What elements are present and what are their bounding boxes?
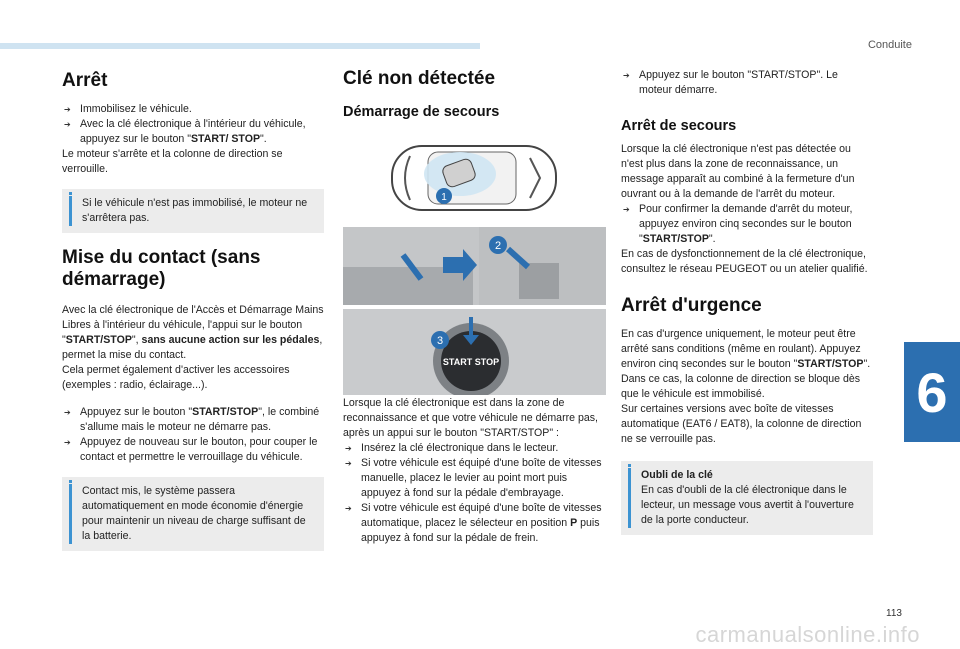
list-item: ➔ Si votre véhicule est équipé d'une boîte de vitesses automatique, placez le sélecteur en position P puis appuyez à fond sur la pédale de frein. <box>343 501 605 546</box>
heading-arret-urgence: Arrêt d'urgence <box>621 295 762 316</box>
list-item: ➔ Appuyez sur le bouton "START/STOP", le combiné s'allume mais le moteur ne démarre pas. <box>62 405 324 435</box>
list-item: ➔ Immobilisez le véhicule. <box>62 102 324 117</box>
column-left <box>62 70 324 551</box>
info-icon <box>628 468 631 528</box>
paragraph: Lorsque la clé électronique est dans la zone de reconnaissance et que votre véhicule ne démarre pas, après un appui sur le bouton "START/STOP" : <box>343 397 598 439</box>
heading-arret: Arrêt <box>62 70 108 91</box>
page-number: 113 <box>886 608 902 619</box>
figure-label: 1 <box>441 192 447 203</box>
paragraph: En cas de dysfonctionnement de la clé électronique, consultez le réseau PEUGEOT ou un atelier qualifié. <box>621 248 868 275</box>
start-stop-button-label: START STOP <box>442 357 500 367</box>
paragraph: Lorsque la clé électronique n'est pas détectée ou n'est plus dans la zone de reconnaissance, un message apparaît au combiné à la fermeture d'un ouvrant ou à la demande de l'arrêt du moteur. <box>621 143 855 200</box>
heading-cle-non-detectee: Clé non détectée <box>343 68 496 89</box>
paragraph: Cela permet également d'activer les accessoires (exemples : radio, éclairage...). <box>62 363 290 391</box>
column-middle <box>343 68 605 128</box>
info-note: Oubli de la clé En cas d'oubli de la clé électronique dans le lecteur, un message vous avertit à l'ouverture de la porte conducteur. <box>621 461 873 535</box>
heading-demarrage-secours: Démarrage de secours <box>343 103 500 120</box>
paragraph: En cas d'urgence uniquement, le moteur peut être arrêté sans conditions (même en roulant). Appuyez environ cinq secondes sur le bouton "START/STOP". <box>621 327 871 370</box>
info-note: Si le véhicule n'est pas immobilisé, le moteur ne s'arrêtera pas. <box>62 189 324 233</box>
figure-label: 3 <box>436 335 444 347</box>
paragraph: Avec la clé électronique de l'Accès et Démarrage Mains Libres à l'intérieur du véhicule, l'appui sur le bouton "START/STOP", sans aucune action sur les pédales, permet la mise du contact. <box>62 303 324 361</box>
heading-arret-de-secours: Arrêt de secours <box>621 118 737 134</box>
chapter-tab: 6 <box>904 342 960 442</box>
list-item: ➔ Pour confirmer la demande d'arrêt du moteur, appuyez environ cinq secondes sur le bouton "START/STOP". <box>621 202 873 247</box>
heading-mise-du-contact: Mise du contact (sans démarrage) <box>62 246 261 290</box>
info-icon <box>69 484 72 544</box>
paragraph: Sur certaines versions avec boîte de vitesses automatique (EAT6 / EAT8), la colonne de direction ne se verrouille pas. <box>621 402 862 445</box>
car-key-illustration <box>390 138 558 218</box>
paragraph: Dans ce cas, la colonne de direction se bloque dès que le véhicule est immobilisé. <box>621 372 861 400</box>
key-reader-photo <box>343 227 606 305</box>
column-middle-text <box>343 396 605 546</box>
info-icon <box>69 196 72 226</box>
paragraph: Le moteur s'arrête et la colonne de direction se verrouille. <box>62 147 283 175</box>
header-bar <box>0 43 480 49</box>
figure-label: 2 <box>494 240 502 252</box>
list-item: ➔ Appuyez sur le bouton "START/STOP". Le moteur démarre. <box>621 68 873 98</box>
column-right <box>621 68 873 535</box>
list-item: ➔ Appuyez de nouveau sur le bouton, pour couper le contact et permettre le verrouillage du véhicule. <box>62 435 324 465</box>
watermark: carmanualsonline.info <box>695 622 920 647</box>
list-item: ➔ Avec la clé électronique à l'intérieur du véhicule, appuyez sur le bouton "START/ STOP". <box>62 117 324 147</box>
start-stop-photo <box>343 309 606 395</box>
list-item: ➔ Insérez la clé électronique dans le lecteur. <box>343 441 605 456</box>
list-item: ➔ Si votre véhicule est équipé d'une boîte de vitesses manuelle, placez le levier au point mort puis appuyez à fond sur la pédale d'embrayage. <box>343 456 605 501</box>
section-title: Conduite <box>867 39 912 51</box>
info-note: Contact mis, le système passera automatiquement en mode économie d'énergie pour maintenir un niveau de charge suffisant de la batterie. <box>62 477 324 551</box>
